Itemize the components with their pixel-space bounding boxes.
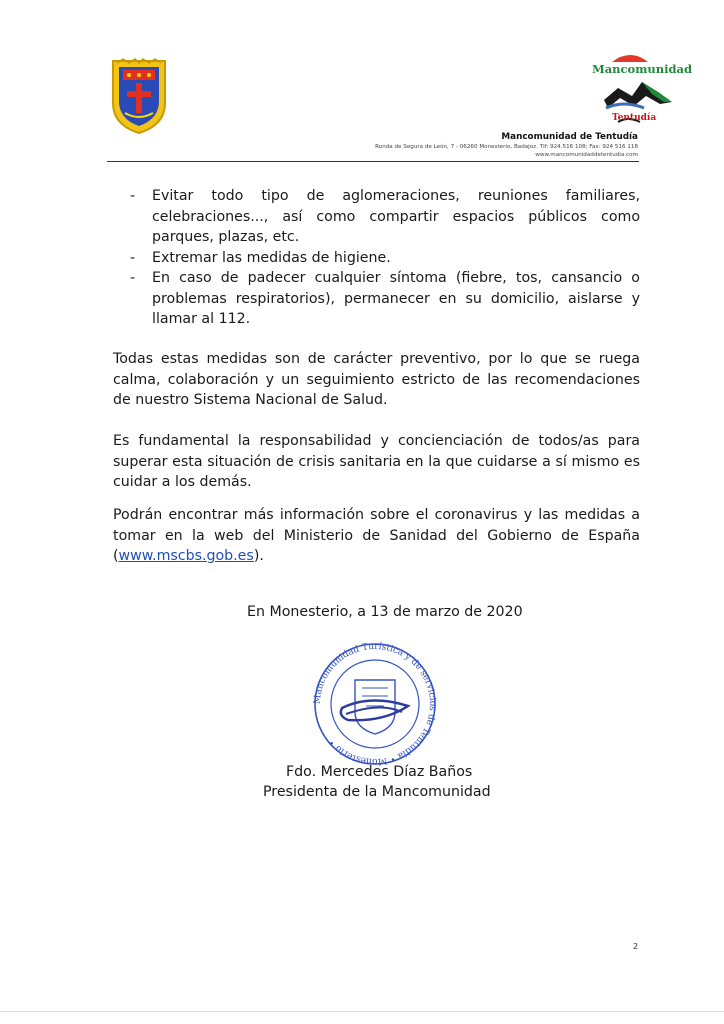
paragraph-responsibility: Es fundamental la responsabilidad y concienciación de todos/as para superar esta situación de crisis sanitaria en la que cuidarse a sí mismo es cuidar a los demás. — [113, 433, 640, 490]
list-item: - Extremar las medidas de higiene. — [130, 248, 640, 269]
list-item: - Evitar todo tipo de aglomeraciones, reuniones familiares, celebraciones..., así como compartir espacios públicos como parques, plazas, etc. — [130, 186, 640, 248]
ministry-website-link[interactable]: www.mscbs.gob.es — [118, 548, 254, 564]
list-item: - En caso de padecer cualquier síntoma (fiebre, tos, cansancio o problemas respiratorios), permanecer en su domicilio, aislarse y llamar al 112. — [130, 268, 640, 330]
more-info-text-end: ). — [253, 548, 264, 564]
header-divider — [107, 161, 639, 162]
page-bottom-edge — [0, 1011, 724, 1012]
logo-title: Mancomunidad — [592, 62, 693, 76]
municipal-crest-icon — [109, 55, 169, 135]
date-line: En Monesterio, a 13 de marzo de 2020 — [247, 604, 523, 620]
recommendations-list — [130, 186, 640, 330]
stamp-text: Mancomunidad Turística y de servicios de Tentudía • Monesterio • — [312, 641, 438, 766]
logo-subtitle: Tentudía — [612, 113, 657, 123]
signatory-name: Fdo. Mercedes Díaz Baños — [286, 764, 473, 780]
signatory-role: Presidenta de la Mancomunidad — [263, 784, 491, 800]
page-number: 2 — [633, 942, 639, 951]
organization-address: Ronda de Segura de León, 7 - 06260 Monesterio, Badajoz. Tlf: 924.516 108; Fax: 924 516 118 — [375, 144, 638, 150]
organization-website: www.mancomunidaddetentudia.com — [535, 152, 638, 158]
more-info-text: Podrán encontrar más información sobre el coronavirus y las medidas a tomar en la web del Ministerio de Sanidad del Gobierno de España ( — [113, 507, 640, 564]
official-stamp-icon — [300, 636, 450, 766]
paragraph-preventive: Todas estas medidas son de carácter preventivo, por lo que se ruega calma, colaboración y un seguimiento estricto de las recomendaciones de nuestro Sistema Nacional de Salud. — [113, 351, 640, 408]
paragraph-more-info — [113, 505, 640, 567]
organization-name: Mancomunidad de Tentudía — [501, 132, 638, 142]
